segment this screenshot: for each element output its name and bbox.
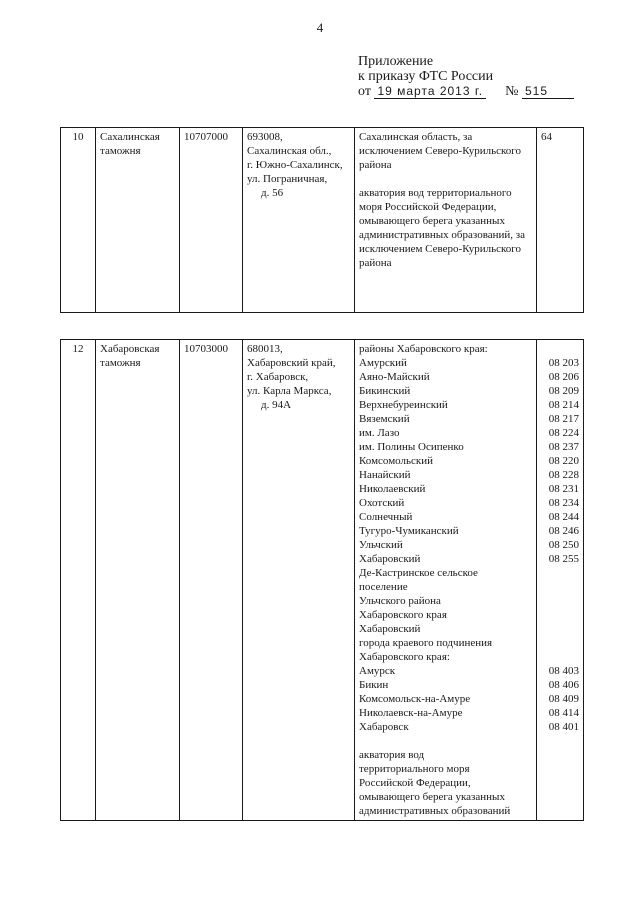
district-name: Ульчский	[359, 539, 403, 551]
district-code-list	[541, 342, 579, 734]
address-line: д. 94А	[261, 399, 292, 411]
customs-code: 10703000	[180, 340, 243, 821]
district-name: Нанайский	[359, 469, 411, 481]
empty-code	[541, 580, 579, 594]
address-line: 680013,	[247, 343, 283, 355]
address-line: д. 56	[261, 187, 284, 199]
okato-code: 08 214	[548, 399, 579, 411]
okato-code: 08 203	[548, 357, 579, 369]
row-number: 12	[61, 340, 96, 821]
settlement-line: Ульчского района	[359, 595, 441, 607]
okato-code: 08 220	[548, 455, 579, 467]
okato-code: 08 246	[548, 525, 579, 537]
address-line: г. Хабаровск,	[247, 371, 309, 383]
empty-code	[541, 608, 579, 622]
address-line: ул. Пограничная,	[247, 173, 328, 185]
okato-code: 08 228	[548, 469, 579, 481]
customs-address	[243, 340, 355, 821]
okato-code: 08 231	[548, 483, 579, 495]
address-line: Хабаровский край,	[247, 357, 336, 369]
empty-code	[541, 342, 579, 356]
number-sign: №	[505, 84, 519, 99]
appendix-title: Приложение	[358, 54, 434, 69]
order-number: 515	[522, 85, 574, 99]
okato-code: 08 250	[548, 539, 579, 551]
city-name: Бикин	[359, 679, 389, 691]
okato-code: 08 217	[548, 413, 579, 425]
settlement-line: Хабаровского края	[359, 609, 447, 621]
okato-code: 08 414	[548, 707, 579, 719]
okato-code: 08 255	[548, 553, 579, 565]
waters-line: омывающего берега указанных	[359, 791, 505, 803]
waters-line: территориального моря	[359, 763, 470, 775]
district-name: Верхнебуреинский	[359, 399, 448, 411]
appendix-date-line	[358, 84, 588, 99]
okato-code: 08 237	[548, 441, 579, 453]
customs-table-khabarovsk	[60, 339, 584, 821]
city-name: Амурск	[359, 665, 396, 677]
district-name: Тугуро-Чумиканский	[359, 525, 459, 537]
okato-code: 08 209	[548, 385, 579, 397]
okato-code: 64	[537, 128, 584, 313]
empty-code	[541, 622, 579, 636]
district-name: Охотский	[359, 497, 405, 509]
row-number: 10	[61, 128, 96, 313]
district-name: им. Полины Осипенко	[359, 441, 464, 453]
activity-area	[355, 128, 537, 313]
district-name: Николаевский	[359, 483, 426, 495]
waters-line: Российской Федерации,	[359, 777, 471, 789]
district-name: Хабаровский	[359, 553, 421, 565]
settlement-line: Хабаровского края:	[359, 651, 450, 663]
address-line: г. Южно-Сахалинск,	[247, 159, 343, 171]
order-date: 19 марта 2013 г.	[374, 85, 486, 99]
okato-code: 08 403	[548, 665, 579, 677]
page-number: 4	[316, 20, 324, 35]
date-prefix: от	[358, 84, 371, 99]
customs-name: Сахалинская таможня	[96, 128, 180, 313]
spacer	[359, 734, 532, 748]
settlement-line: Хабаровский	[359, 623, 421, 635]
city-name: Хабаровск	[359, 721, 409, 733]
district-name: Комсомольский	[359, 455, 434, 467]
empty-code	[541, 650, 579, 664]
district-name: им. Лазо	[359, 427, 400, 439]
appendix-order-ref: к приказу ФТС России	[358, 69, 494, 84]
customs-code: 10707000	[180, 128, 243, 313]
address-line: Сахалинская обл.,	[247, 145, 332, 157]
customs-name: Хабаровская таможня	[96, 340, 180, 821]
settlement-line: города краевого подчинения	[359, 637, 493, 649]
address-line: 693008,	[247, 131, 283, 143]
district-name: Амурский	[359, 357, 407, 369]
table-row	[61, 340, 584, 821]
district-name: Солнечный	[359, 511, 413, 523]
table-row	[61, 128, 584, 313]
okato-code: 08 409	[548, 693, 579, 705]
district-name-list	[359, 342, 532, 818]
city-name: Комсомольск-на-Амуре	[359, 693, 471, 705]
district-name: Бикинский	[359, 385, 411, 397]
customs-address	[243, 128, 355, 313]
empty-code	[541, 566, 579, 580]
okato-code: 08 234	[548, 497, 579, 509]
okato-code: 08 206	[548, 371, 579, 383]
waters-line: акватория вод	[359, 749, 425, 761]
customs-table-sakhalin	[60, 127, 584, 313]
district-name: Аяно-Майский	[359, 371, 430, 383]
area-paragraph: Сахалинская область, за исключением Северо-Курильского района	[359, 131, 522, 171]
settlement-line: Де-Кастринское сельское	[359, 567, 478, 579]
okato-code: 08 244	[548, 511, 579, 523]
empty-code	[541, 594, 579, 608]
okato-code: 08 224	[548, 427, 579, 439]
district-name: Вяземский	[359, 413, 410, 425]
okato-code: 08 406	[548, 679, 579, 691]
waters-line: административных образований	[359, 805, 511, 817]
area-paragraph: акватория вод территориального моря Российской Федерации, омывающего берега указанных административных образований, за исключением Северо-Курильского района	[359, 187, 526, 269]
okato-codes	[537, 340, 584, 821]
city-name: Николаевск-на-Амуре	[359, 707, 463, 719]
activity-area	[355, 340, 537, 821]
empty-code	[541, 636, 579, 650]
okato-code: 08 401	[548, 721, 579, 733]
settlement-line: поселение	[359, 581, 408, 593]
address-line: ул. Карла Маркса,	[247, 385, 332, 397]
appendix-header	[358, 54, 588, 99]
area-header: районы Хабаровского края:	[359, 343, 488, 355]
